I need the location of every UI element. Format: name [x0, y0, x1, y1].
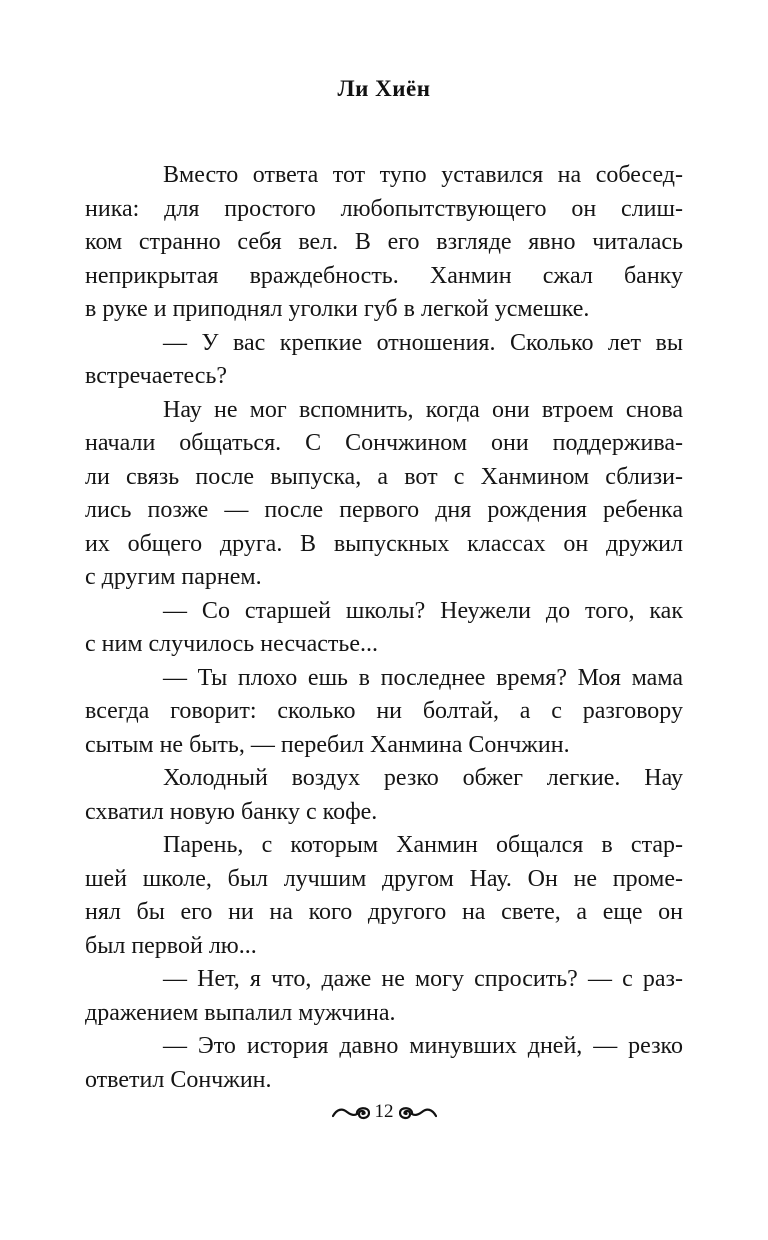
text-line: схватил новую банку с кофе.: [85, 798, 378, 825]
text-line: Нау не мог вспомнить, когда они втроем снова: [163, 396, 683, 423]
text-line: в руке и приподнял уголки губ в легкой усмешке.: [85, 296, 590, 322]
paragraph: [85, 327, 683, 394]
text-line: их общего друга. В выпускных классах он дружил: [85, 530, 683, 557]
page-footer: [0, 1097, 768, 1127]
text-line: — Ты плохо ешь в последнее время? Моя мама: [163, 664, 683, 691]
text-line: с ним случилось несчастье...: [85, 631, 378, 657]
spiral-flourish-left-icon: [332, 1103, 370, 1121]
text-line: — Нет, я что, даже не могу спросить? — с раз-: [163, 966, 683, 992]
paragraph: [85, 394, 683, 595]
text-line: Холодный воздух резко обжег легкие. Нау: [163, 765, 683, 791]
text-line: — Это история давно минувших дней, — резко: [163, 1033, 683, 1059]
text-line: лись позже — после первого дня рождения ребенка: [85, 497, 683, 523]
text-line: ответил Сончжин.: [85, 1066, 272, 1093]
text-line: Вместо ответа тот тупо уставился на собесед-: [163, 162, 683, 188]
paragraph: [85, 762, 683, 829]
paragraph: [85, 662, 683, 763]
paragraph: [85, 159, 683, 327]
text-line: ника: для простого любопытствующего он слиш-: [85, 195, 683, 222]
text-line: с другим парнем.: [85, 564, 262, 590]
paragraph: [85, 595, 683, 662]
text-line: был первой лю...: [85, 932, 257, 959]
text-line: ком странно себя вел. В его взгляде явно читалась: [85, 229, 683, 255]
text-line: дражением выпалил мужчина.: [85, 999, 396, 1026]
text-line: — У вас крепкие отношения. Сколько лет вы: [163, 329, 683, 356]
page-number: 12: [374, 1101, 394, 1122]
page-body: [85, 159, 683, 1097]
paragraph: [85, 1030, 683, 1097]
text-line: шей школе, был лучшим другом Нау. Он не проме-: [85, 865, 683, 892]
text-line: встречаетесь?: [85, 363, 228, 389]
text-line: сытым не быть, — перебил Ханмина Сончжин.: [85, 731, 570, 758]
text-line: всегда говорит: сколько ни болтай, а с разговору: [85, 698, 683, 724]
text-line: начали общаться. С Сончжином они поддержива-: [85, 430, 683, 456]
page-title: Ли Хиён: [337, 76, 431, 101]
paragraph: [85, 963, 683, 1030]
text-line: Парень, с которым Ханмин общался в стар-: [163, 832, 683, 858]
text-line: ли связь после выпуска, а вот с Ханмином сблизи-: [85, 463, 683, 490]
text-line: неприкрытая враждебность. Ханмин сжал банку: [85, 262, 683, 289]
text-line: нял бы его ни на кого другого на свете, а еще он: [85, 899, 683, 925]
spiral-flourish-right-icon: [399, 1103, 437, 1121]
text-line: — Со старшей школы? Неужели до того, как: [163, 597, 683, 624]
paragraph: [85, 829, 683, 963]
